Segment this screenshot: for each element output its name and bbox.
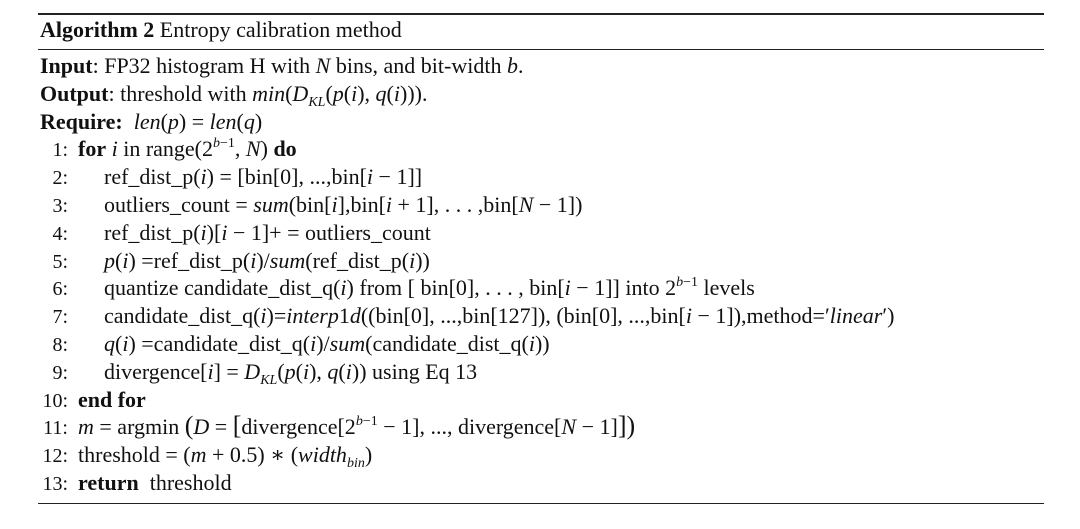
algo-line-13: 13: return threshold xyxy=(38,469,1044,497)
algo-line-8: 8: q(i) =candidate_dist_q(i)/sum(candidate_dist_q(i)) xyxy=(38,330,1044,358)
require-label: Require: xyxy=(40,108,123,134)
algorithm-block xyxy=(38,13,1044,504)
algorithm-label: Algorithm 2 xyxy=(40,17,155,42)
line-number: 3: xyxy=(52,194,68,217)
line-number: 13: xyxy=(42,472,68,495)
bottom-rule xyxy=(38,503,1044,504)
line-number: 10: xyxy=(42,389,68,412)
line-number: 11: xyxy=(43,417,68,440)
algo-line-6: 6: quantize candidate_dist_q(i) from [ bin[0], . . . , bin[i − 1]] into $2^{b-1}$ levels xyxy=(38,274,1044,302)
algo-line-7: 7: candidate_dist_q(i)=interp1d((bin[0], ...,bin[127]), (bin[0], ...,bin[i − 1]),method=′linear′) xyxy=(38,302,1044,330)
line-number: 6: xyxy=(52,278,68,301)
input-label: Input xyxy=(40,53,93,78)
output-label: Output xyxy=(40,80,109,106)
algo-line-2: 2: ref_dist_p(i) = [bin[0], ...,bin[i − 1]] xyxy=(38,163,1044,191)
output-text: : threshold with $\min(D_{KL}(p(i)$, q(i))). xyxy=(108,80,428,110)
input-text: : FP32 histogram H with N bins, and bit-width b. xyxy=(92,53,524,78)
algo-line-10: 10: end for xyxy=(38,386,1044,414)
line-number: 4: xyxy=(52,222,68,245)
algo-line-9: 9: divergence[i] = $D_{KL}(p(i)$, q(i)) using Eq 13 xyxy=(38,358,1044,386)
algorithm-caption xyxy=(38,15,1044,45)
algo-line-11: 11: m = argmin ($D = [divergence[2^{b-1} - 1]$, ..., divergence[N − 1]]) xyxy=(38,413,1044,441)
caption-rule xyxy=(38,49,1044,50)
input-line xyxy=(38,52,1044,80)
algo-line-5: 5: p(i) =ref_dist_p(i)/sum(ref_dist_p(i)) xyxy=(38,247,1044,275)
line-number: 8: xyxy=(52,333,68,356)
algorithm-title: Entropy calibration method xyxy=(159,17,402,42)
output-line xyxy=(38,80,1044,108)
line-number: 2: xyxy=(52,167,68,190)
line-number: 1: xyxy=(52,139,68,162)
algo-line-12: 12: threshold = (m + 0.5) ∗ (width$_{bin}$) xyxy=(38,441,1044,469)
algo-line-1: 1: for i in $range(2^{b-1}$, N) do xyxy=(38,135,1044,163)
line-number: 9: xyxy=(52,361,68,384)
require-line xyxy=(38,108,1044,136)
line-number: 7: xyxy=(52,306,68,329)
line-number: 5: xyxy=(52,250,68,273)
line-number: 12: xyxy=(42,445,68,468)
require-text: len(p) = len(q) xyxy=(133,108,263,134)
algo-line-3: 3: outliers_count = sum(bin[i],bin[i + 1], . . . ,bin[N − 1]) xyxy=(38,191,1044,219)
algo-line-4: 4: ref_dist_p(i)[i − 1]+ = outliers_count xyxy=(38,219,1044,247)
